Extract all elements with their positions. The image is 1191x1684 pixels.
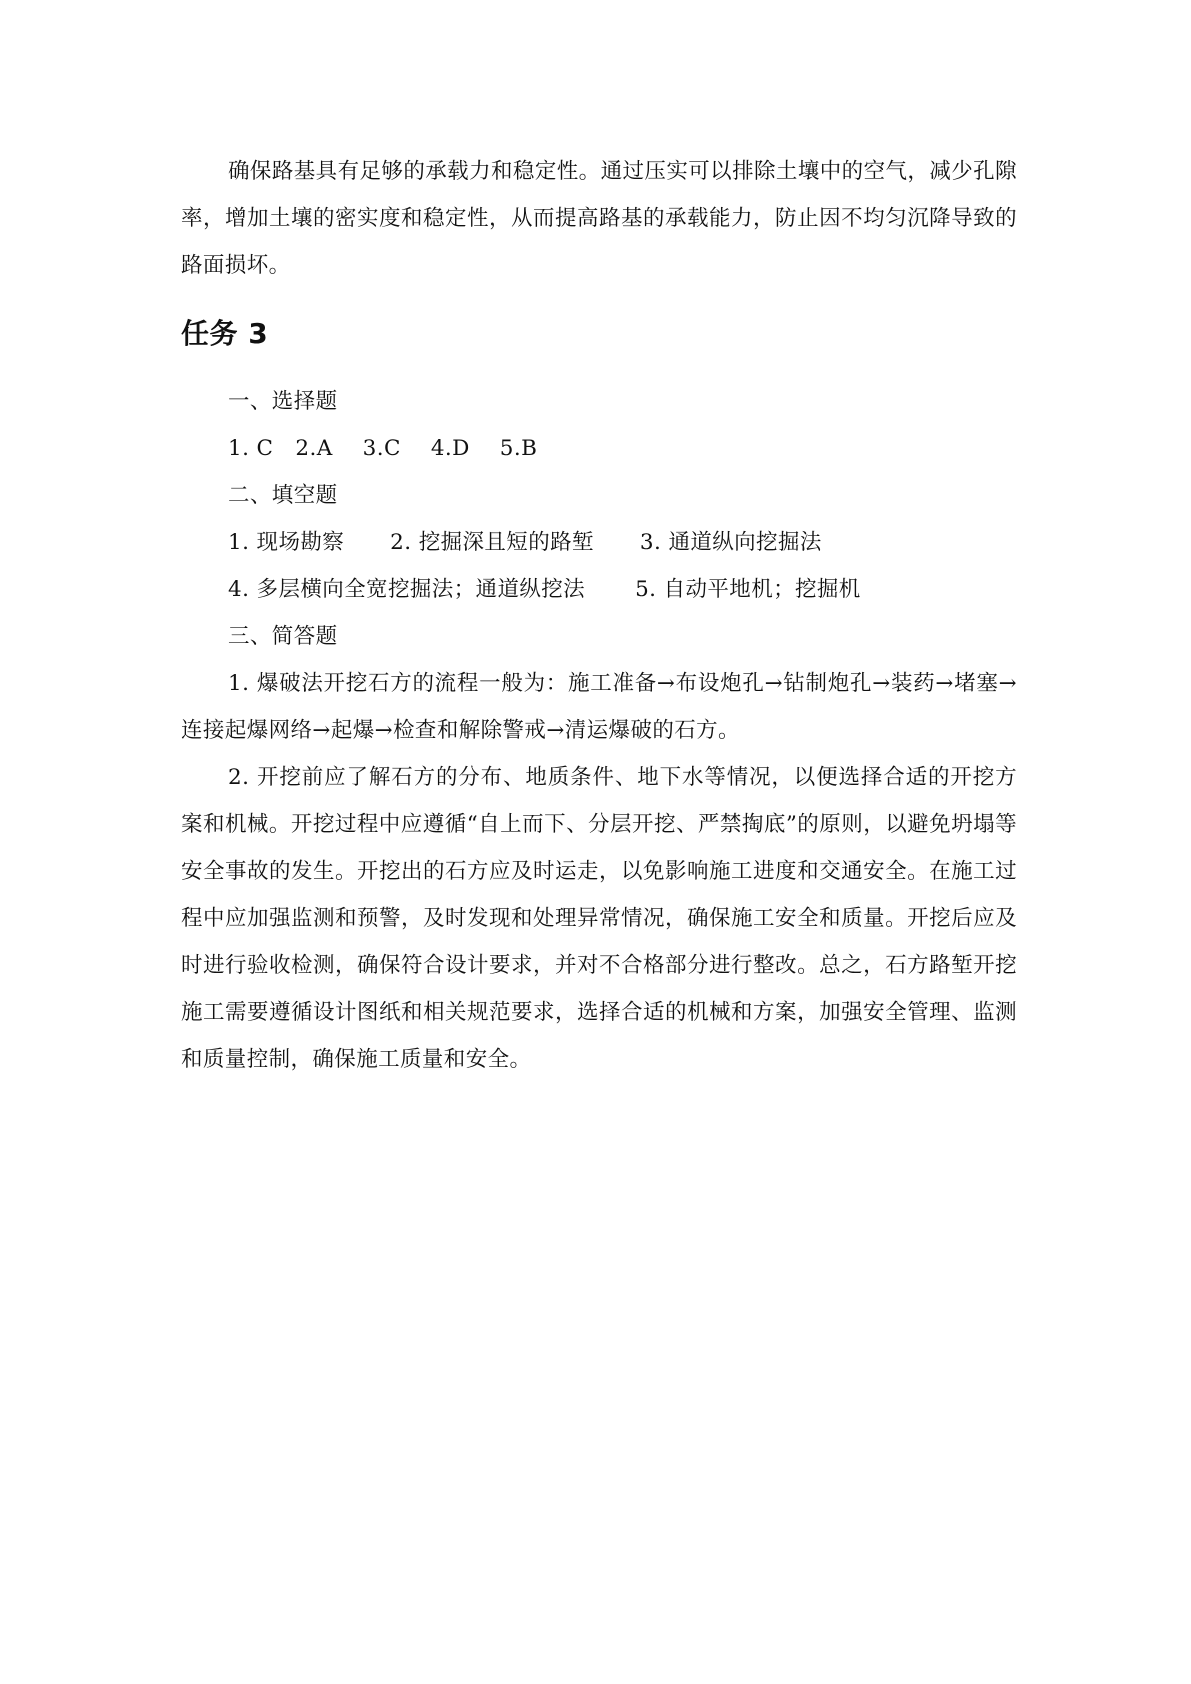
section-title-choice: 一、选择题 [228,389,338,414]
intro-paragraph: 确保路基具有足够的承载力和稳定性。通过压实可以排除土壤中的空气，减少孔隙率，增加土壤的密实度和稳定性，从而提高路基的承载能力，防止因不均匀沉降导致的路面损坏。 [181,159,1017,278]
choice-answer-2: 2.A [295,436,333,461]
page-content [181,148,1017,1083]
choice-answers [181,425,1017,472]
fill-answer-5: 5. 自动平地机；挖掘机 [635,577,861,602]
fill-answers-row-2 [181,566,1017,613]
choice-answer-3: 3.C [362,436,401,461]
section-title-short-answer: 三、简答题 [228,624,338,649]
fill-answer-4: 4. 多层横向全宽挖掘法；通道纵挖法 [228,577,586,602]
short-answer-2: 2. 开挖前应了解石方的分布、地质条件、地下水等情况，以便选择合适的开挖方案和机械。开挖过程中应遵循“自上而下、分层开挖、严禁掏底”的原则，以避免坍塌等安全事故的发生。开挖出的石方应及时运走，以免影响施工进度和交通安全。在施工过程中应加强监测和预警，及时发现和处理异常情况，确保施工安全和质量。开挖后应及时进行验收检测，确保符合设计要求，并对不合格部分进行整改。总之，石方路堑开挖施工需要遵循设计图纸和相关规范要求，选择合适的机械和方案，加强安全管理、监测和质量控制，确保施工质量和安全。 [181,765,1017,1072]
choice-answer-5: 5.B [499,436,538,461]
choice-answer-4: 4.D [430,436,470,461]
choice-answer-1: 1. C [228,436,274,461]
fill-answers-row-1 [181,519,1017,566]
fill-answer-2: 2. 挖掘深且短的路堑 [390,530,594,555]
short-answer-1: 1. 爆破法开挖石方的流程一般为：施工准备→布设炮孔→钻制炮孔→装药→堵塞→连接起爆网络→起爆→检查和解除警戒→清运爆破的石方。 [181,671,1017,743]
section-title-fill: 二、填空题 [228,483,338,508]
task-heading: 任务 3 [181,317,269,350]
fill-answer-1: 1. 现场勘察 [228,530,345,555]
fill-answer-3: 3. 通道纵向挖掘法 [639,530,822,555]
